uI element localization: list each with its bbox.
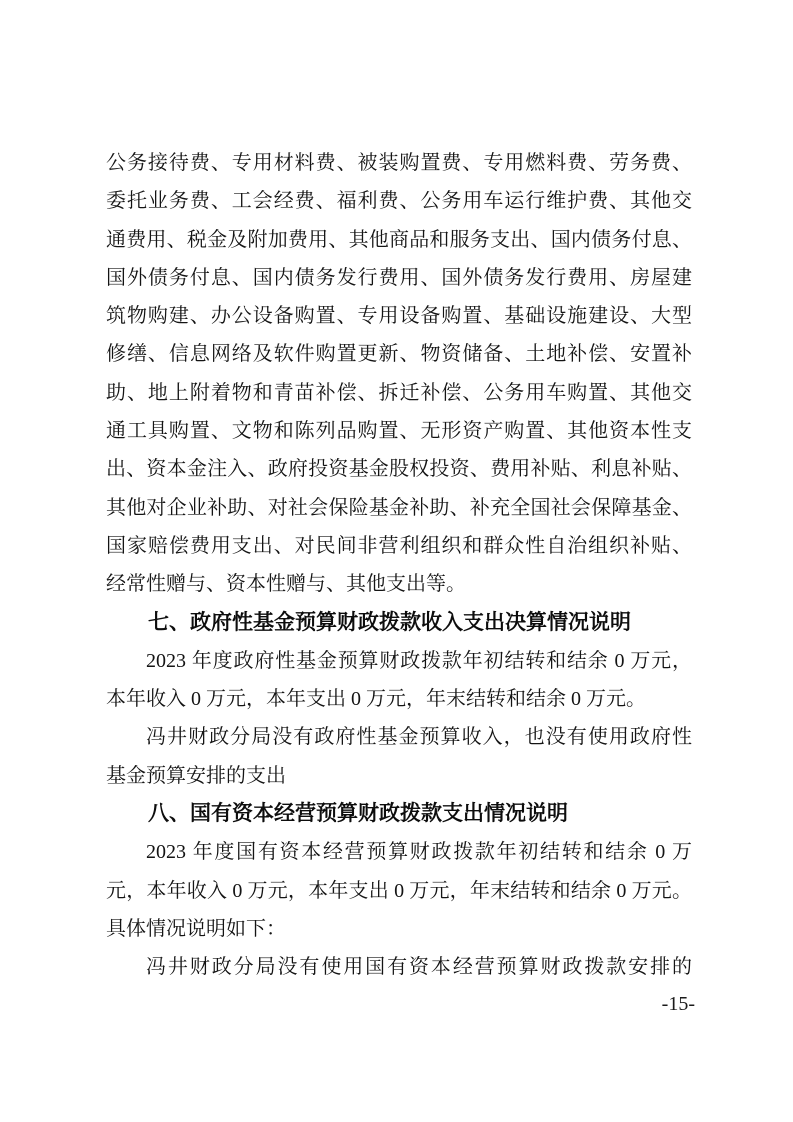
text-line: 委托业务费、工会经费、福利费、公务用车运行维护费、其他交 <box>106 190 692 213</box>
text-line: 冯井财政分局没有使用国有资本经营预算财政拨款安排的 <box>146 956 692 979</box>
text-line: 修缮、信息网络及软件购置更新、物资储备、土地补偿、安置补 <box>106 343 692 366</box>
text-line: 具体情况说明如下： <box>106 917 286 940</box>
text-line: 2023 年度政府性基金预算财政拨款年初结转和结余 0 万元， <box>146 649 692 672</box>
text-line: 本年收入 0 万元，本年支出 0 万元，年末结转和结余 0 万元。 <box>106 688 646 711</box>
text-line: 国家赔偿费用支出、对民间非营利组织和群众性自治组织补贴、 <box>106 534 692 557</box>
text-line: 其他对企业补助、对社会保险基金补助、补充全国社会保障基金、 <box>106 496 692 519</box>
text-line: 通费用、税金及附加费用、其他商品和服务支出、国内债务付息、 <box>106 228 692 251</box>
text-line: 筑物购建、办公设备购置、专用设备购置、基础设施建设、大型 <box>106 305 692 328</box>
text-line: 经常性赠与、资本性赠与、其他支出等。 <box>106 573 466 596</box>
text-line: 通工具购置、文物和陈列品购置、无形资产购置、其他资本性支 <box>106 420 692 443</box>
text-line: 国外债务付息、国内债务发行费用、国外债务发行费用、房屋建 <box>106 266 692 289</box>
text-line: 助、地上附着物和青苗补偿、拆迁补偿、公务用车购置、其他交 <box>106 381 692 404</box>
section-heading: 七、政府性基金预算财政拨款收入支出决算情况说明 <box>148 610 631 634</box>
text-line: 出、资本金注入、政府投资基金股权投资、费用补贴、利息补贴、 <box>106 458 692 481</box>
text-line: 元，本年收入 0 万元，本年支出 0 万元，年末结转和结余 0 万元。 <box>106 879 692 902</box>
text-line: 2023 年度国有资本经营预算财政拨款年初结转和结余 0 万 <box>146 841 692 864</box>
text-line: 冯井财政分局没有政府性基金预算收入，也没有使用政府性 <box>146 726 692 749</box>
section-heading: 八、国有资本经营预算财政拨款支出情况说明 <box>148 802 568 826</box>
page-number: -15- <box>661 993 695 1015</box>
document-body <box>106 144 692 987</box>
text-line: 基金预算安排的支出 <box>106 764 286 787</box>
text-line: 公务接待费、专用材料费、被装购置费、专用燃料费、劳务费、 <box>106 152 692 174</box>
